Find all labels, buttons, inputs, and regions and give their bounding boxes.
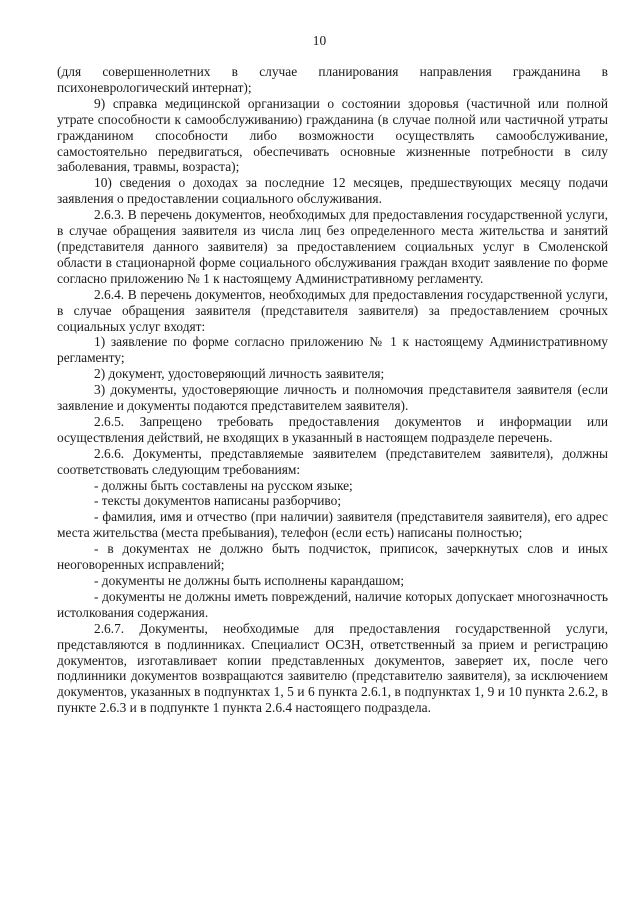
paragraph-3: 2.6.3. В перечень документов, необходимых для предоставления государственной услуги, в случае обращения заявителя из числа лиц без определенного места жительства и занятий (представителя данного заявителя) за предоставлением социальных услуг в Смоленской области в стационарной форме социального обслуживания граждан входит заявление по форме согласно приложению № 1 к настоящему Административному регламенту. [57,207,608,286]
paragraph-14: - документы не должны быть исполнены карандашом; [94,573,405,588]
paragraph-7: 3) документы, удостоверяющие личность и полномочия представителя заявителя (если заявление и документы подаются представителем заявителя). [57,382,608,414]
paragraph-16: 2.6.7. Документы, необходимые для предоставления государственной услуги, представляются в подлинниках. Специалист ОСЗН, ответственный за прием и регистрацию документов, изготавливает копии представленных документов, заверяет их, после чего подлинники документов возвращаются заявителю (представителю заявителя), за исключением документов, указанных в подпунктах 1, 5 и 6 пункта 2.6.1, в подпунктах 1, 9 и 10 пункта 2.6.2, в пункте 2.6.3 и в подпункте 1 пункта 2.6.4 настоящего подраздела. [57,620,608,716]
page-number: 10 [312,33,327,48]
paragraph-1: 9) справка медицинской организации о состоянии здоровья (частичной или полной утрате способности к самообслуживанию) гражданина (в случае полной или частичной утраты гражданином способности либо возможности осуществлять самообслуживание, самостоятельно передвигаться, обеспечивать основные жизненные потребности в силу заболевания, травмы, возраста); [57,95,608,175]
paragraph-15: - документы не должны иметь повреждений, наличие которых допускает многозначность истолкования содержания. [57,588,608,620]
paragraph-10: - должны быть составлены на русском языке; [94,477,353,493]
paragraph-12: - фамилия, имя и отчество (при наличии) заявителя (представителя заявителя), его адрес места жительства (места пребывания), телефон (если есть) написаны полностью; [57,509,608,541]
paragraph-9: 2.6.6. Документы, представляемые заявителем (представителем заявителя), должны соответствовать следующим требованиям: [57,445,608,477]
document-body [57,64,608,716]
paragraph-4: 2.6.4. В перечень документов, необходимых для предоставления государственной услуги, в случае обращения заявителя (представителя заявителя) за предоставлением срочных социальных услуг входят: [57,286,608,334]
paragraph-13: - в документах не должно быть подчисток, приписок, зачеркнутых слов и иных неоговоренных исправлений; [57,541,608,573]
paragraph-5: 1) заявление по форме согласно приложению № 1 к настоящему Административному регламенту; [57,334,608,366]
paragraph-11: - тексты документов написаны разборчиво; [94,493,342,509]
paragraph-8: 2.6.5. Запрещено требовать предоставления документов и информации или осуществления действий, не входящих в указанный в настоящем подразделе перечень. [57,413,608,445]
paragraph-0: (для совершеннолетних в случае планирования направления гражданина в психоневрологический интернат); [57,64,608,95]
paragraph-2: 10) сведения о доходах за последние 12 месяцев, предшествующих месяцу подачи заявления о предоставлении социального обслуживания. [57,175,608,207]
paragraph-6: 2) документ, удостоверяющий личность заявителя; [94,366,385,382]
